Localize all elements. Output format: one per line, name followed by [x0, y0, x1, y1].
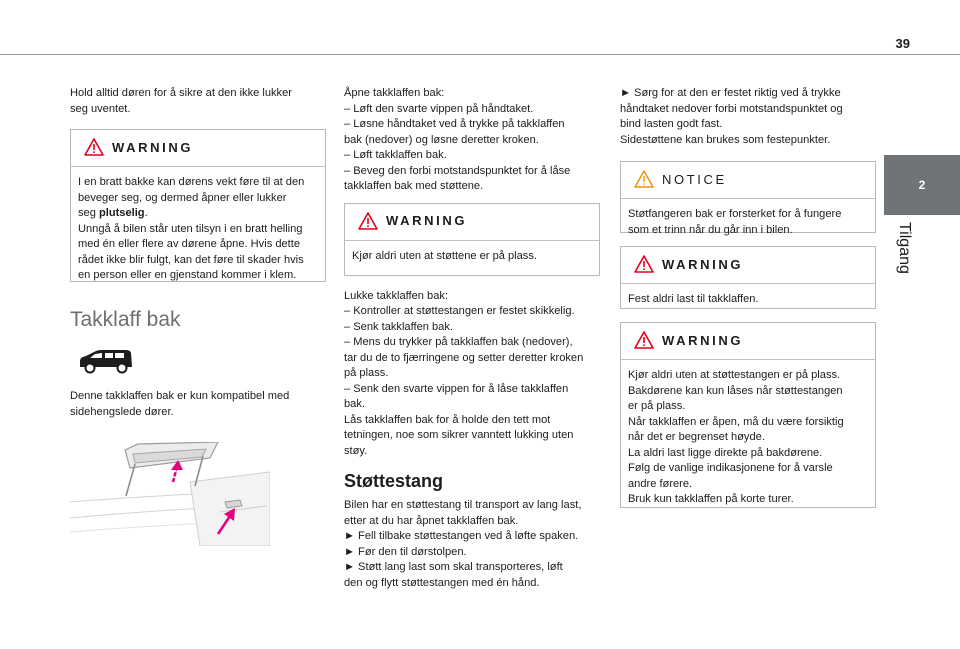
support-bar-text: Bilen har en støttestang til transport av lang last, etter at du har åpnet takklaffen bak. ► Fell tilbake støttestangen ved å løfte spaken. ► Før den til dørstolpen. ► Støtt lang last som skal transporteres, løft den og flytt støttestangen med én hånd. [344, 499, 582, 589]
column-1 [70, 86, 326, 546]
warning-box-supports [344, 203, 600, 276]
warning-text: I en bratt bakke kan dørens vekt føre til at den beveger seg, og dermed åpner eller lukker seg plutselig. Unngå å bilen står uten tilsyn i en bratt helling med én eller flere av dørene åpne. Hvis dette rådet ikke blir fulgt, kan det føre til skader hvis en person eller en gjenstand kommer i klem. [78, 176, 305, 281]
warning-triangle-icon [84, 138, 104, 156]
chapter-label: Tilgang [896, 222, 913, 274]
column-3 [620, 86, 876, 508]
roof-flap-illustration [70, 442, 326, 546]
page-number: 39 [895, 36, 910, 51]
intro-text: Hold alltid døren for å sikre at den ikke lukker seg uventet. [70, 87, 292, 115]
warning-box-roof-load [620, 246, 876, 309]
notice-box-bumper [620, 161, 876, 236]
support-bar-heading: Støttestang [344, 471, 443, 491]
warning-text: Kjør aldri uten at støttene er på plass. [352, 249, 537, 262]
van-icon [78, 348, 326, 379]
warning-box-support-bar [620, 322, 876, 508]
fastening-text: ► Sørg for at den er festet riktig ved å trykke håndtaket nedover forbi motstandspunktet og bind lasten godt fast. Sidestøttene kan brukes som festepunkter. [620, 87, 843, 146]
notice-text: Støtfangeren bak er forsterket for å fungere som et trinn når du går inn i bilen. [628, 208, 842, 236]
warning-title: WARNING [112, 139, 194, 155]
warning-triangle-icon [634, 331, 654, 349]
warning-text: Fest aldri last til takklaffen. [628, 293, 759, 305]
compat-text: Denne takklaffen bak er kun kompatibel med sidehengslede dører. [70, 390, 290, 418]
open-instructions: Åpne takklaffen bak: – Løft den svarte vippen på håndtaket. – Løsne håndtaket ved å trykke på takklaffen bak (nedover) og løsne deretter kroken. – Løft takklaffen bak. – Beveg den forbi motstandspunktet for å låse takklaffen bak med støttene. [344, 87, 571, 192]
column-2 [344, 86, 600, 591]
warning-title: WARNING [386, 213, 468, 228]
warning-box-door [70, 129, 326, 282]
header-divider [0, 54, 960, 55]
close-instructions: Lukke takklaffen bak: – Kontroller at støttestangen er festet skikkelig. – Senk takklaffen bak. – Mens du trykker på takklaffen bak (nedover), tar du de to fjærringene og setter deretter kroken på plass. – Senk den svarte vippen for å låse takklaffen bak. Lås takklaffen bak for å holde den tett mot tetningen, noe som sikrer vanntett lukking uten støy. [344, 289, 584, 457]
warning-title: WARNING [662, 256, 744, 272]
section-title: Takklaff bak [70, 308, 181, 331]
warning-triangle-icon [634, 255, 654, 273]
chapter-tab[interactable]: 2 [884, 155, 960, 215]
notice-title: NOTICE [662, 171, 727, 187]
warning-triangle-icon [358, 212, 378, 230]
warning-title: WARNING [662, 332, 744, 348]
warning-text: Kjør aldri uten at støttestangen er på plass. Bakdørene kan kun låses når støttestangen er på plass. Når takklaffen er åpen, må du være forsiktig når det er begrenset høyde. La aldri last ligge direkte på bakdørene. Følg de vanlige indikasjonene for å varsle andre førere. Bruk kun takklaffen på korte turer. [628, 369, 844, 505]
notice-triangle-icon [634, 170, 654, 188]
